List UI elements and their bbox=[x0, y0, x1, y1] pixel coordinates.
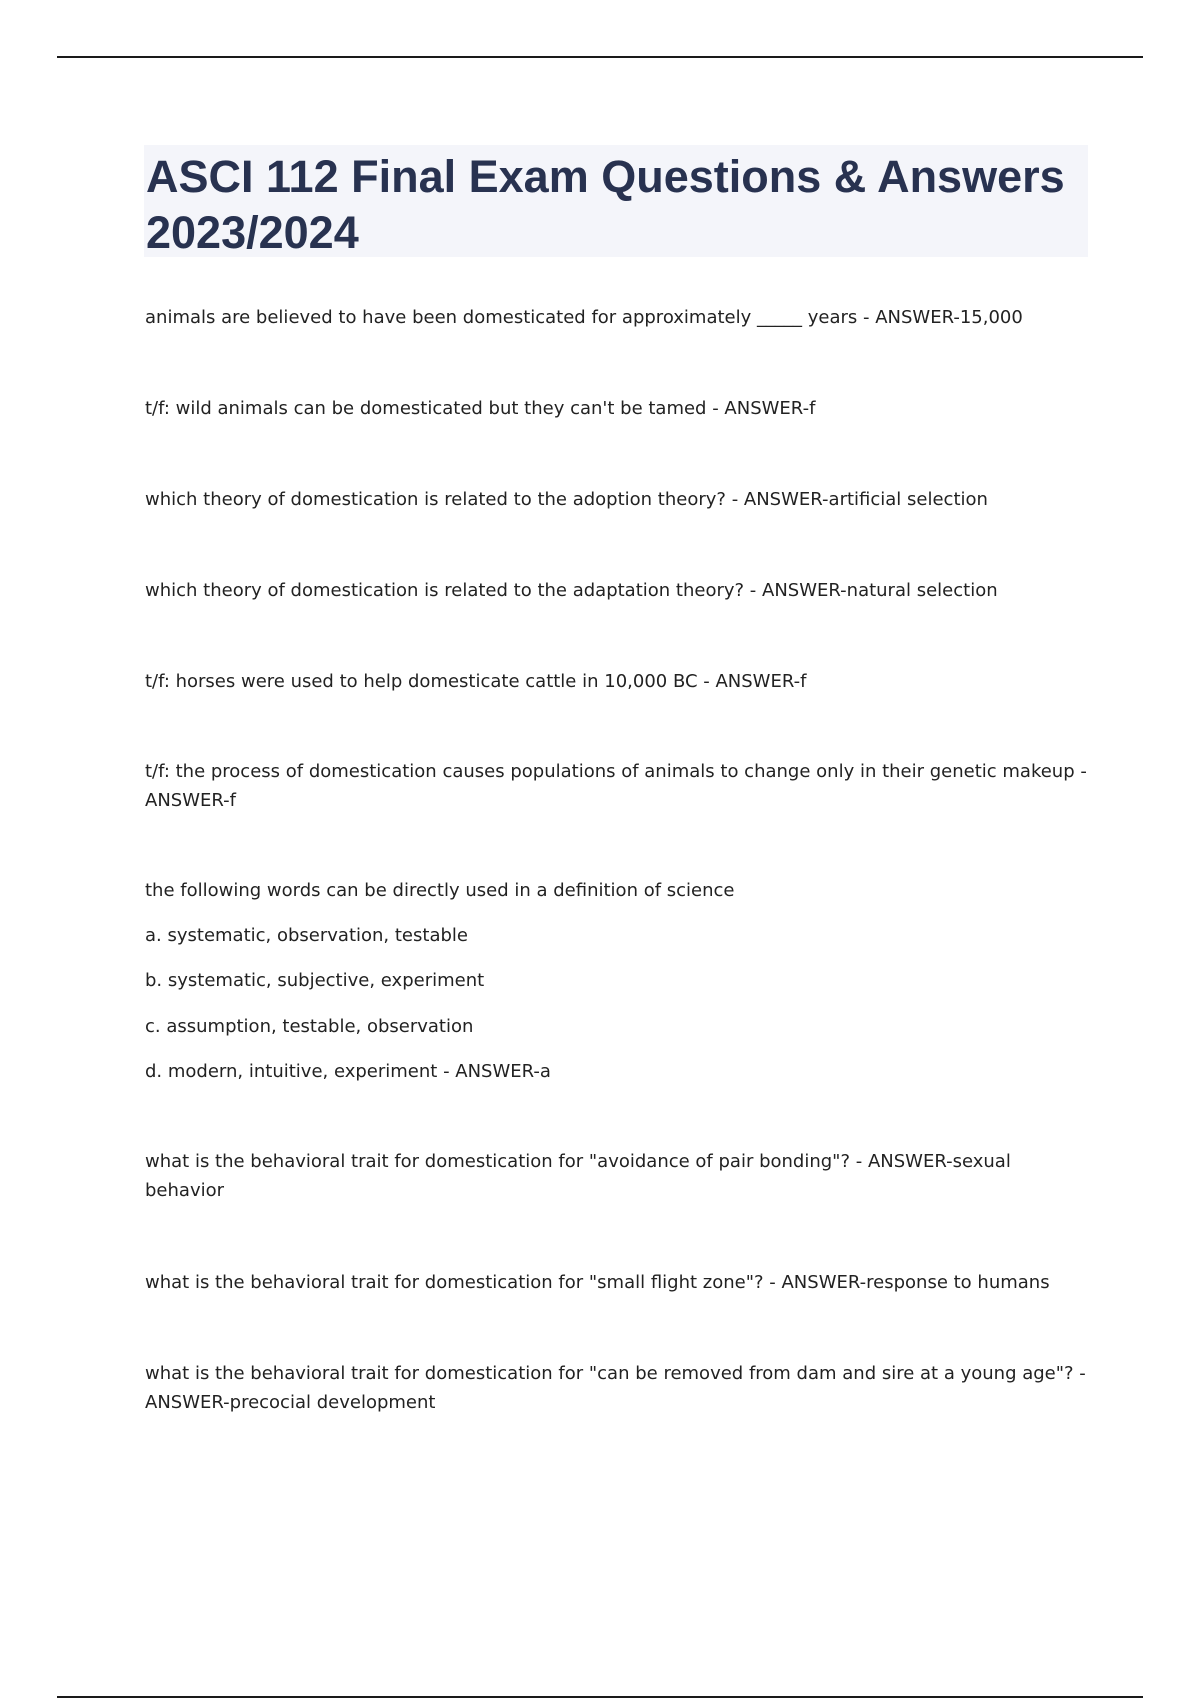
qa-item-flight-zone: what is the behavioral trait for domestication for "small flight zone"? - ANSWER-response to humans bbox=[145, 1272, 1050, 1293]
qa-item-2: t/f: wild animals can be domesticated but they can't be tamed - ANSWER-f bbox=[145, 398, 816, 419]
qa-item-5: t/f: horses were used to help domesticate cattle in 10,000 BC - ANSWER-f bbox=[145, 671, 807, 692]
science-option-d: d. modern, intuitive, experiment - ANSWER-a bbox=[145, 1061, 551, 1082]
document-title: ASCI 112 Final Exam Questions & Answers 2023/2024 bbox=[146, 151, 1065, 258]
qa-item-1: animals are believed to have been domesticated for approximately _____ years - ANSWER-15,000 bbox=[145, 307, 1023, 328]
qa-item-4: which theory of domestication is related to the adaptation theory? - ANSWER-natural selection bbox=[145, 580, 998, 601]
science-option-c: c. assumption, testable, observation bbox=[145, 1016, 474, 1037]
qa-item-6: t/f: the process of domestication causes populations of animals to change only in their genetic makeup - ANSWER-f bbox=[145, 761, 1087, 811]
header-rule bbox=[57, 56, 1143, 58]
science-question-stem: the following words can be directly used in a definition of science bbox=[145, 880, 735, 901]
qa-item-3: which theory of domestication is related to the adoption theory? - ANSWER-artificial selection bbox=[145, 489, 988, 510]
title-block bbox=[144, 145, 1088, 257]
science-option-a: a. systematic, observation, testable bbox=[145, 925, 468, 946]
qa-item-pair-bonding: what is the behavioral trait for domestication for "avoidance of pair bonding"? - ANSWER-sexual behavior bbox=[145, 1151, 1011, 1201]
science-option-b: b. systematic, subjective, experiment bbox=[145, 970, 485, 991]
footer-rule bbox=[57, 1696, 1143, 1698]
qa-item-dam-sire: what is the behavioral trait for domestication for "can be removed from dam and sire at a young age"? - ANSWER-precocial development bbox=[145, 1363, 1086, 1413]
